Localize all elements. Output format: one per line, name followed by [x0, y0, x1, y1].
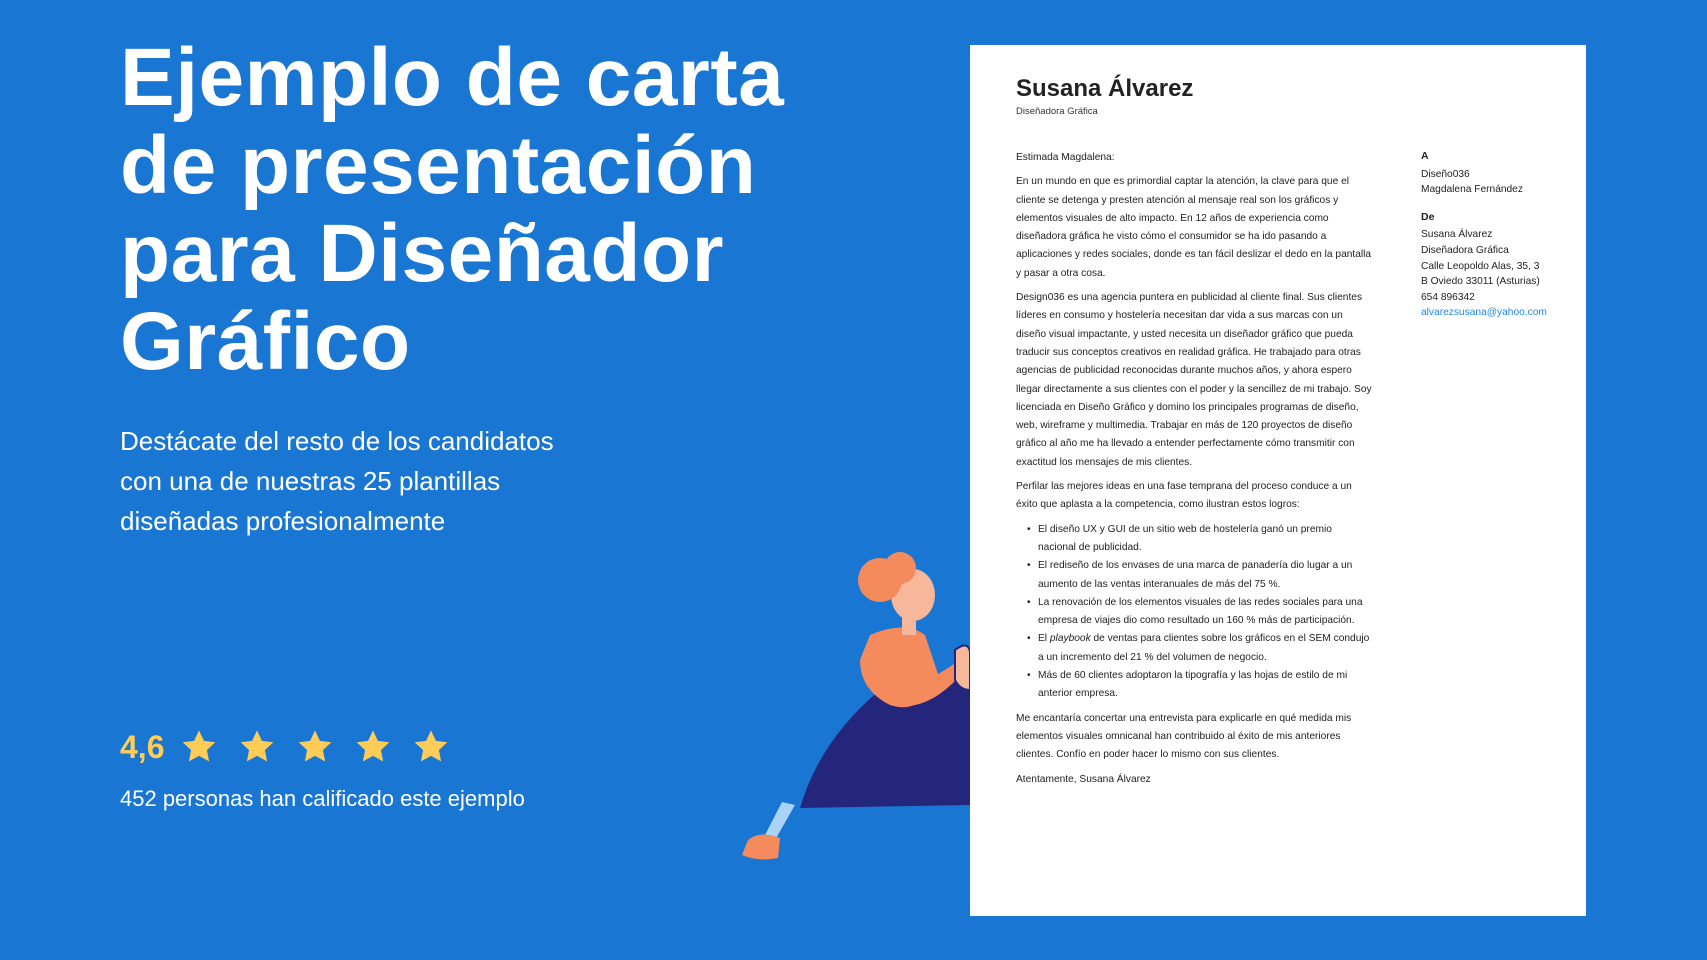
letter-paragraph: En un mundo en que es primordial captar la atención, la clave para que el cliente se detenga y presten atención al mensaje real son los gráficos y elementos visuales de alto impacto. En 12 años de experiencia como diseñadora gráfica he visto cómo el consumidor se ha ido pasando a aplicaciones y redes sociales, donde es tan fácil deslizar el dedo en la pantalla y pasar a otra cosa. [1016, 176, 1372, 279]
sender-line: Diseñadora Gráfica [1421, 244, 1509, 256]
bullet-text: de ventas para clientes sobre los gráficos en el SEM condujo a un incremento del 21 % del volumen de negocio. [1038, 633, 1370, 663]
rating-value: 4,6 [120, 728, 165, 765]
list-item: • Más de 60 clientes adoptaron la tipografía y las hojas de estilo de mi anterior empresa. [1016, 667, 1372, 704]
woman-illustration [730, 540, 1000, 880]
letter-role: Diseñadora Gráfica [1016, 106, 1098, 117]
recipient-label: A [1421, 150, 1429, 162]
list-item [1016, 630, 1372, 667]
sender-email-link[interactable]: alvarezsusana@yahoo.com [1421, 307, 1547, 319]
sender-line: Susana Álvarez [1421, 229, 1493, 241]
recipient-line: Magdalena Fernández [1421, 184, 1523, 196]
letter-body [1016, 149, 1372, 795]
bullet-emphasis: playbook [1049, 633, 1091, 645]
star-icon [180, 728, 218, 766]
star-icon [238, 728, 276, 766]
bullet-text: El [1038, 633, 1050, 645]
letter-sidebar [1421, 149, 1581, 333]
reviews-count: 452 personas han calificado este ejemplo [120, 786, 525, 811]
letter-paragraph: Design036 es una agencia puntera en publicidad al cliente final. Sus clientes líderes en consumo y hostelería necesitan dar vida a sus marcas con un diseño visual impactante, y usted necesita un diseñador gráfico que pueda traducir sus conceptos creativos en realidad gráfica. He trabajado para otras agencias de publicidad reconocidas durante muchos años, y ahora espero llegar directamente a sus clientes con el poder y la sencillez de mi trabajo. Soy licenciada en Diseño Gráfico y domino los principales programas de diseño, web, wireframe y multimedia. Trabajar en más de 120 proyectos de diseño gráfico al año me ha llevado a entender perfectamente cómo transmitir con exactitud los mensajes de mis clientes. [1016, 292, 1372, 468]
list-item: • El rediseño de los envases de una marca de panadería dio lugar a un aumento de las ventas interanuales de más del 75 %. [1016, 557, 1372, 594]
letter-paragraph: Perfilar las mejores ideas en una fase temprana del proceso conduce a un éxito que aplasta a la competencia, como ilustran estos logros: [1016, 481, 1352, 511]
cover-letter-preview [970, 45, 1586, 916]
sender-label: De [1421, 210, 1435, 223]
letter-name: Susana Álvarez [1016, 75, 1194, 102]
rating [120, 728, 460, 766]
list-item: • El diseño UX y GUI de un sitio web de hostelería ganó un premio nacional de publicidad. [1016, 521, 1372, 558]
page-subtitle: Destácate del resto de los candidatos con una de nuestras 25 plantillas diseñadas profesionalmente [120, 426, 554, 536]
page-title: Ejemplo de carta de presentación para Diseñador Gráfico [120, 32, 785, 387]
sender-line: B Oviedo 33011 (Asturias) [1421, 276, 1540, 288]
sender-block [1421, 210, 1581, 321]
recipient-line: Diseño036 [1421, 168, 1470, 180]
star-icon [354, 728, 392, 766]
letter-paragraph: Me encantaría concertar una entrevista para explicarle en qué medida mis elementos visuales omnicanal han contribuido al éxito de mis anteriores clientes. Confío en poder hacer lo mismo con sus clientes. [1016, 712, 1352, 761]
achievements-list [1016, 521, 1372, 704]
sender-line: Calle Leopoldo Alas, 35, 3 [1421, 260, 1540, 272]
letter-closing: Atentamente, Susana Álvarez [1016, 773, 1151, 785]
letter-greeting: Estimada Magdalena: [1016, 152, 1115, 163]
sender-line: 654 896342 [1421, 291, 1475, 303]
recipient-block [1421, 149, 1581, 198]
star-icon [296, 728, 334, 766]
star-icon [412, 728, 450, 766]
list-item: • La renovación de los elementos visuales de las redes sociales para una empresa de viajes dio como resultado un 160 % más de participación. [1016, 594, 1372, 631]
